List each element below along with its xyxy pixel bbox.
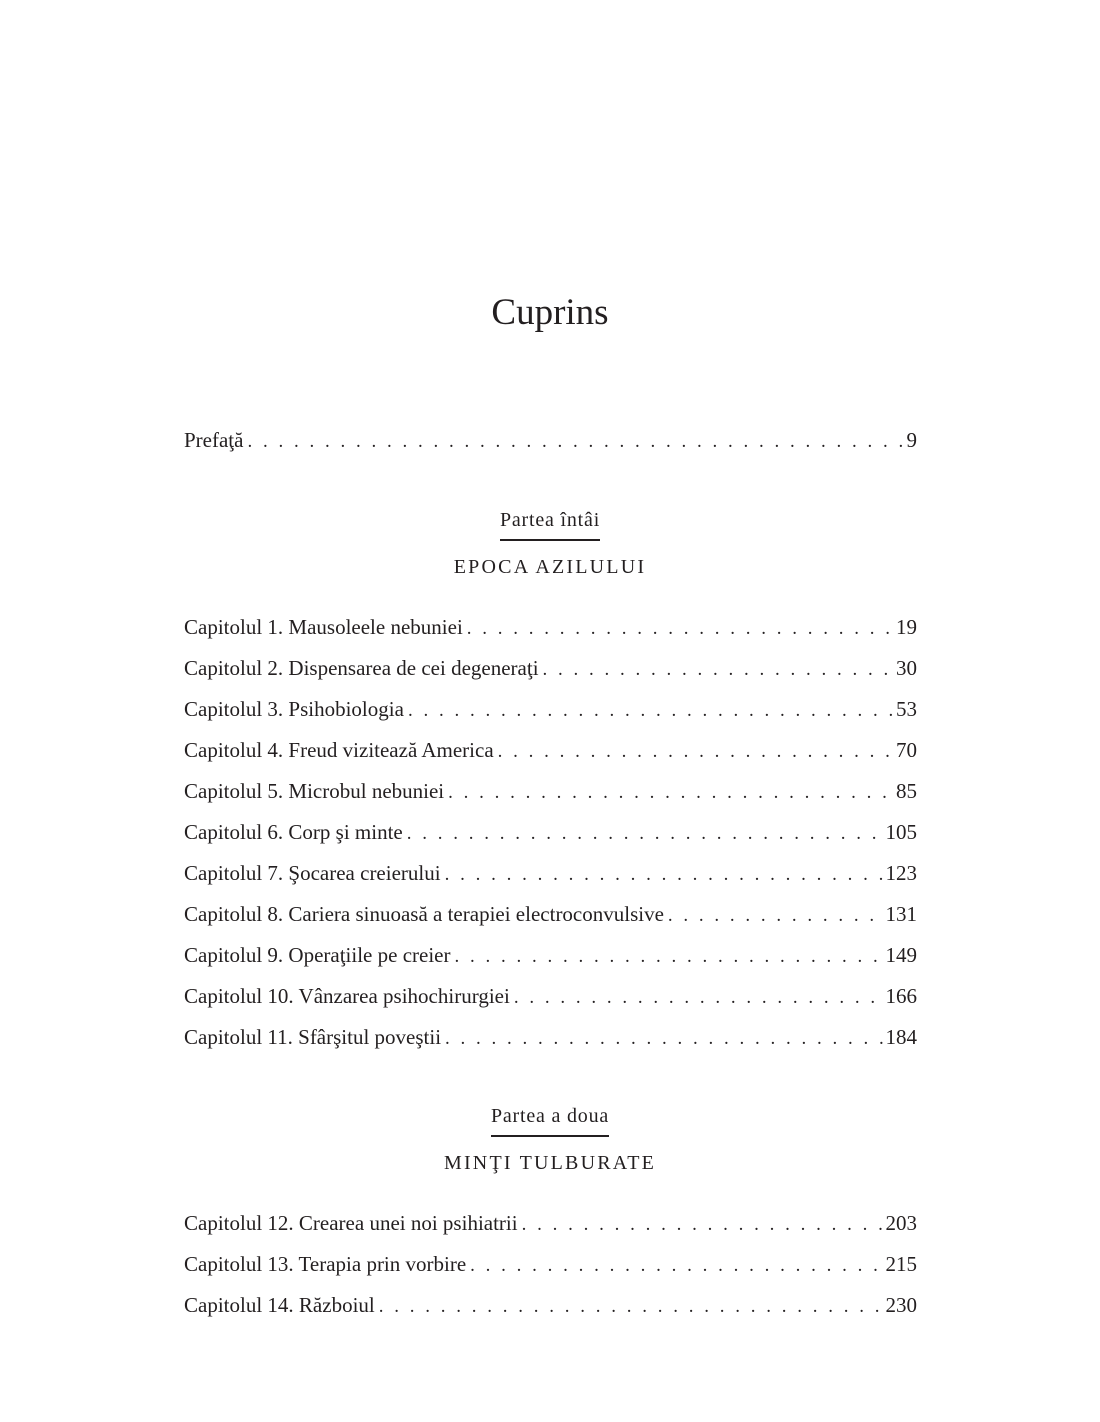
part-2-heading [0,1102,1100,1137]
part-label: Partea întâi [500,506,600,541]
toc-entry [184,940,917,981]
dot-leader [448,778,893,808]
toc-entry-label: Capitolul 7. Şocarea creierului [184,861,441,885]
toc-entry-page: 19 [896,615,917,639]
toc-entry [184,1249,917,1290]
toc-entry [184,817,917,858]
toc-entry-label: Capitolul 9. Operaţiile pe creier [184,943,451,967]
dot-leader [454,942,882,972]
toc-entry-page: 149 [885,943,917,967]
part-2-title: MINŢI TULBURATE [443,1152,657,1174]
preface-block [184,425,917,466]
toc-entry-page: 105 [885,820,917,844]
toc-entry [184,694,917,735]
toc-entry [184,858,917,899]
dot-leader [379,1292,883,1322]
toc-entry-page: 123 [885,861,917,885]
toc-entry-label: Capitolul 6. Corp şi minte [184,820,403,844]
toc-entry-label: Capitolul 5. Microbul nebuniei [184,779,445,803]
dot-leader [470,1251,882,1281]
toc-entry-page: 230 [885,1293,917,1317]
dot-leader [247,427,903,457]
toc-entry-page: 30 [896,656,917,680]
toc-entry [184,981,917,1022]
toc-entry-page: 85 [896,779,917,803]
toc-entry-label: Capitolul 13. Terapia prin vorbire [184,1252,467,1276]
dot-leader [408,696,893,726]
toc-entry [184,735,917,776]
toc-entry [184,612,917,653]
dot-leader [445,860,883,890]
toc-entry-preface [184,425,917,466]
dot-leader [522,1210,883,1240]
toc-entry-page: 131 [885,902,917,926]
dot-leader [543,655,893,685]
dot-leader [668,901,883,931]
page-title: Cuprins [491,292,609,333]
toc-entry [184,1290,917,1331]
toc-entry-page: 166 [885,984,917,1008]
part-2-chapter-list [184,1208,917,1331]
toc-entry [184,1022,917,1063]
part-1-heading [0,506,1100,541]
toc-entry [184,899,917,940]
toc-entry-label: Capitolul 14. Războiul [184,1293,375,1317]
toc-entry-label: Capitolul 8. Cariera sinuoasă a terapiei electroconvulsive [184,902,664,926]
toc-entry [184,653,917,694]
part-1-chapter-list [184,612,917,1063]
dot-leader [498,737,893,767]
toc-entry-label: Capitolul 3. Psihobiologia [184,697,404,721]
dot-leader [445,1024,882,1054]
dot-leader [467,614,893,644]
toc-entry-label: Prefaţă [184,428,244,452]
toc-entry-page: 53 [896,697,917,721]
toc-entry-page: 184 [885,1025,917,1049]
part-1-title: EPOCA AZILULUI [453,556,647,578]
toc-entry-page: 70 [896,738,917,762]
toc-entry-page: 9 [906,428,917,452]
toc-entry [184,776,917,817]
toc-entry-label: Capitolul 12. Crearea unei noi psihiatrii [184,1211,518,1235]
toc-entry-page: 203 [885,1211,917,1235]
toc-entry-label: Capitolul 11. Sfârşitul poveştii [184,1025,442,1049]
toc-entry [184,1208,917,1249]
dot-leader [407,819,883,849]
part-label: Partea a doua [491,1102,609,1137]
toc-entry-label: Capitolul 4. Freud vizitează America [184,738,494,762]
dot-leader [514,983,883,1013]
toc-entry-label: Capitolul 10. Vânzarea psihochirurgiei [184,984,510,1008]
toc-entry-label: Capitolul 1. Mausoleele nebuniei [184,615,463,639]
toc-entry-page: 215 [885,1252,917,1276]
toc-entry-label: Capitolul 2. Dispensarea de cei degeneraţi [184,656,539,680]
